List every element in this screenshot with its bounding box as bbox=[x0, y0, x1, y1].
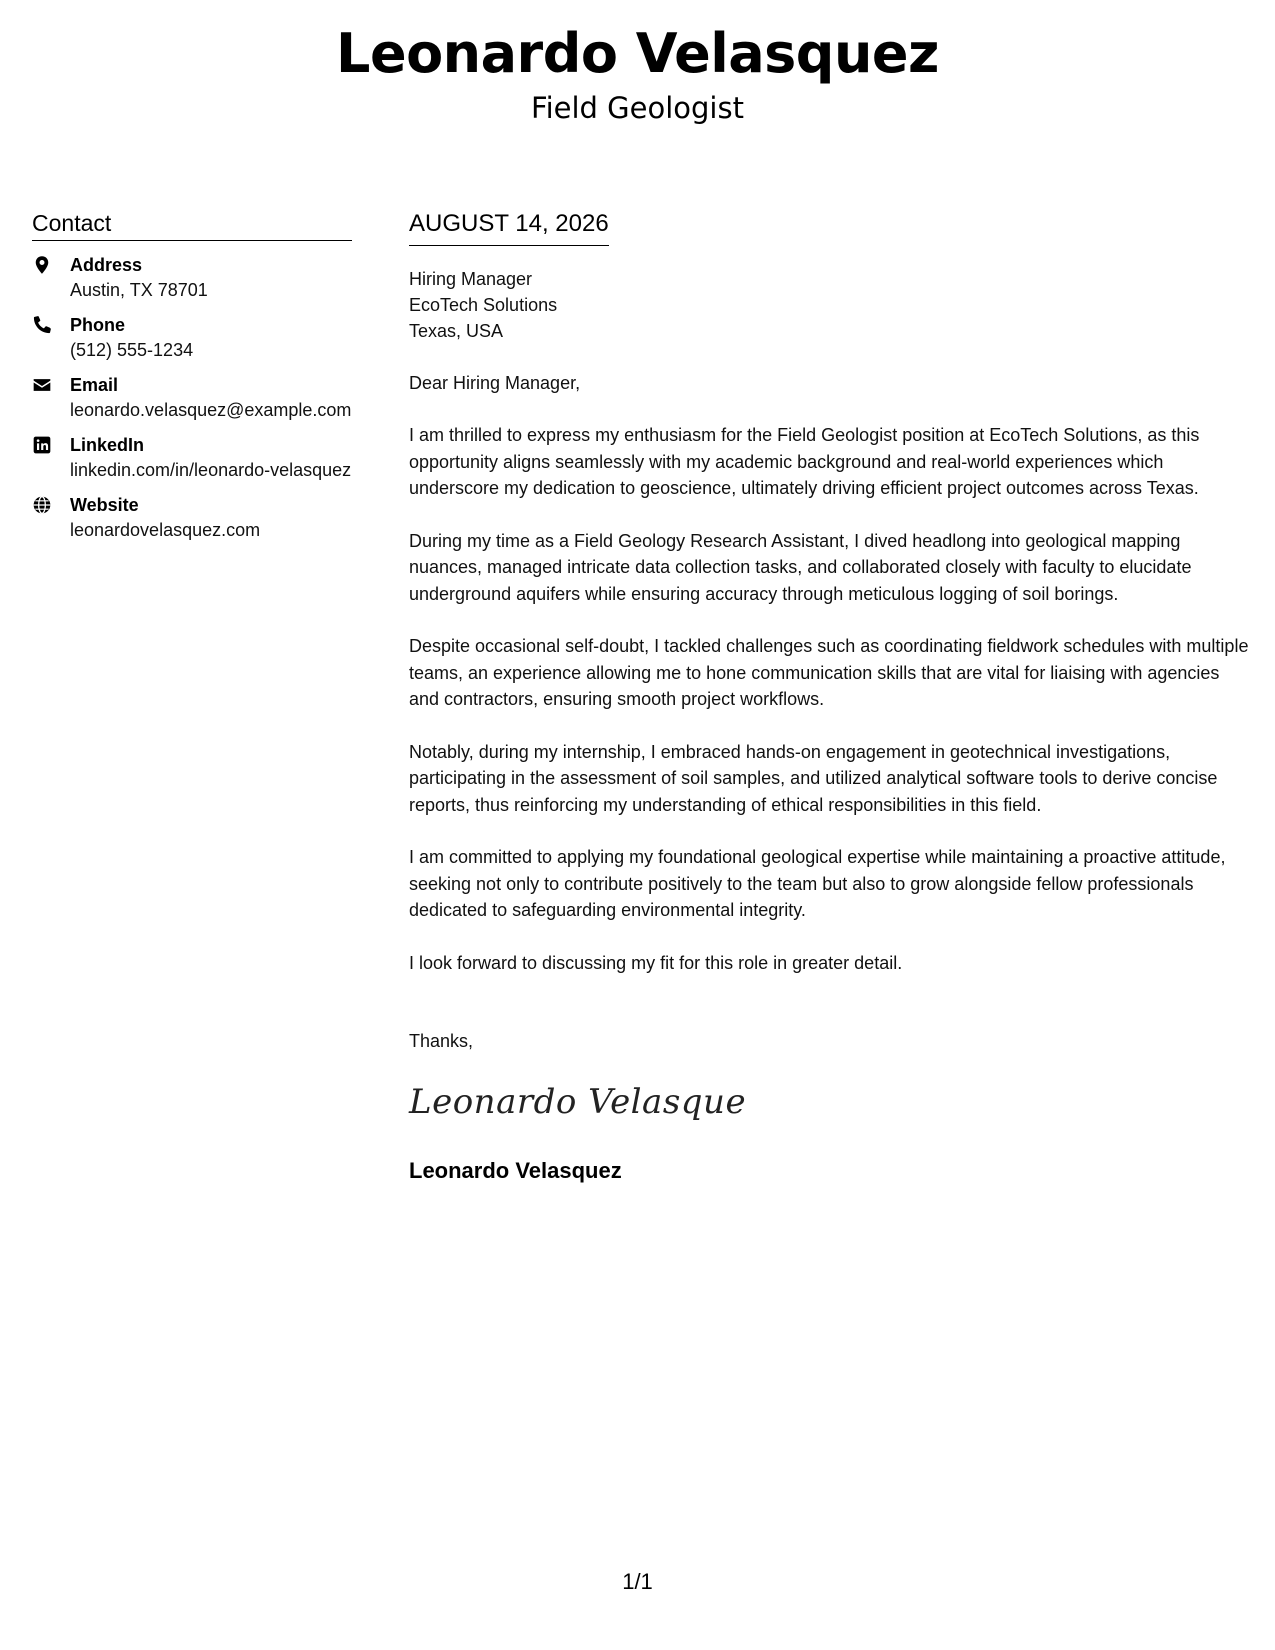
closing: Thanks, bbox=[409, 1031, 474, 1051]
website-label: Website bbox=[70, 495, 139, 515]
email-label: Email bbox=[70, 375, 119, 395]
paragraph: Notably, during my internship, I embraced hands-on engagement in geotechnical investigations, participating in the assessment of soil samples, and utilized analytical software tools to derive concise reports, thus reinforcing my understanding of ethical responsibilities in this field. bbox=[409, 741, 1218, 815]
letter-header bbox=[0, 22, 1275, 126]
linkedin-label: LinkedIn bbox=[70, 435, 145, 455]
contact-item-phone bbox=[32, 313, 352, 363]
contact-item-email bbox=[32, 373, 352, 423]
contact-item-website bbox=[32, 493, 352, 543]
location-pin-icon bbox=[32, 253, 70, 275]
contact-heading: Contact bbox=[32, 208, 352, 241]
recipient-company: EcoTech Solutions bbox=[409, 295, 558, 315]
letter-date: AUGUST 14, 2026 bbox=[409, 208, 609, 246]
recipient-block bbox=[409, 266, 1249, 344]
signer-name: Leonardo Velasquez bbox=[409, 1158, 622, 1183]
job-title: Field Geologist bbox=[531, 91, 744, 125]
paragraph: I am committed to applying my foundational geological expertise while maintaining a proactive attitude, seeking not only to contribute positively to the team but also to grow alongside fellow professionals dedicated to safeguarding environmental integrity. bbox=[409, 847, 1226, 920]
contact-item-linkedin bbox=[32, 433, 352, 483]
salutation: Dear Hiring Manager, bbox=[409, 373, 581, 393]
website-value: leonardovelasquez.com bbox=[70, 520, 261, 540]
phone-icon bbox=[32, 313, 70, 335]
paragraph: Despite occasional self-doubt, I tackled challenges such as coordinating fieldwork schedules with multiple teams, an experience allowing me to hone communication skills that are vital for liaising with agencies and contractors, ensuring smooth project workflows. bbox=[409, 636, 1249, 709]
envelope-icon bbox=[32, 373, 70, 395]
recipient-name: Hiring Manager bbox=[409, 269, 533, 289]
linkedin-icon bbox=[32, 433, 70, 455]
address-value: Austin, TX 78701 bbox=[70, 280, 208, 300]
contact-sidebar bbox=[32, 208, 352, 553]
contact-item-address bbox=[32, 253, 352, 303]
email-value: leonardo.velasquez@example.com bbox=[70, 400, 352, 420]
paragraph: During my time as a Field Geology Research Assistant, I dived headlong into geological mapping nuances, managed intricate data collection tasks, and collaborated closely with faculty to elucidate underground aquifers while ensuring accuracy through meticulous logging of soil borings. bbox=[409, 530, 1192, 604]
handwritten-signature: Leonardo Velasque bbox=[409, 1082, 747, 1122]
letter-body bbox=[409, 208, 1249, 1186]
globe-icon bbox=[32, 493, 70, 515]
phone-value: (512) 555-1234 bbox=[70, 340, 194, 360]
paragraph: I am thrilled to express my enthusiasm for the Field Geologist position at EcoTech Solutions, as this opportunity aligns seamlessly with my academic background and real-world experiences which underscore my dedication to geoscience, ultimately driving efficient project outcomes across Texas. bbox=[409, 425, 1200, 498]
phone-label: Phone bbox=[70, 315, 126, 335]
applicant-name: Leonardo Velasquez bbox=[336, 22, 939, 85]
recipient-location: Texas, USA bbox=[409, 321, 504, 341]
address-label: Address bbox=[70, 255, 143, 275]
page-number: 1/1 bbox=[622, 1569, 653, 1594]
paragraph: I look forward to discussing my fit for this role in greater detail. bbox=[409, 952, 903, 973]
linkedin-value: linkedin.com/in/leonardo-velasquez bbox=[70, 460, 352, 480]
